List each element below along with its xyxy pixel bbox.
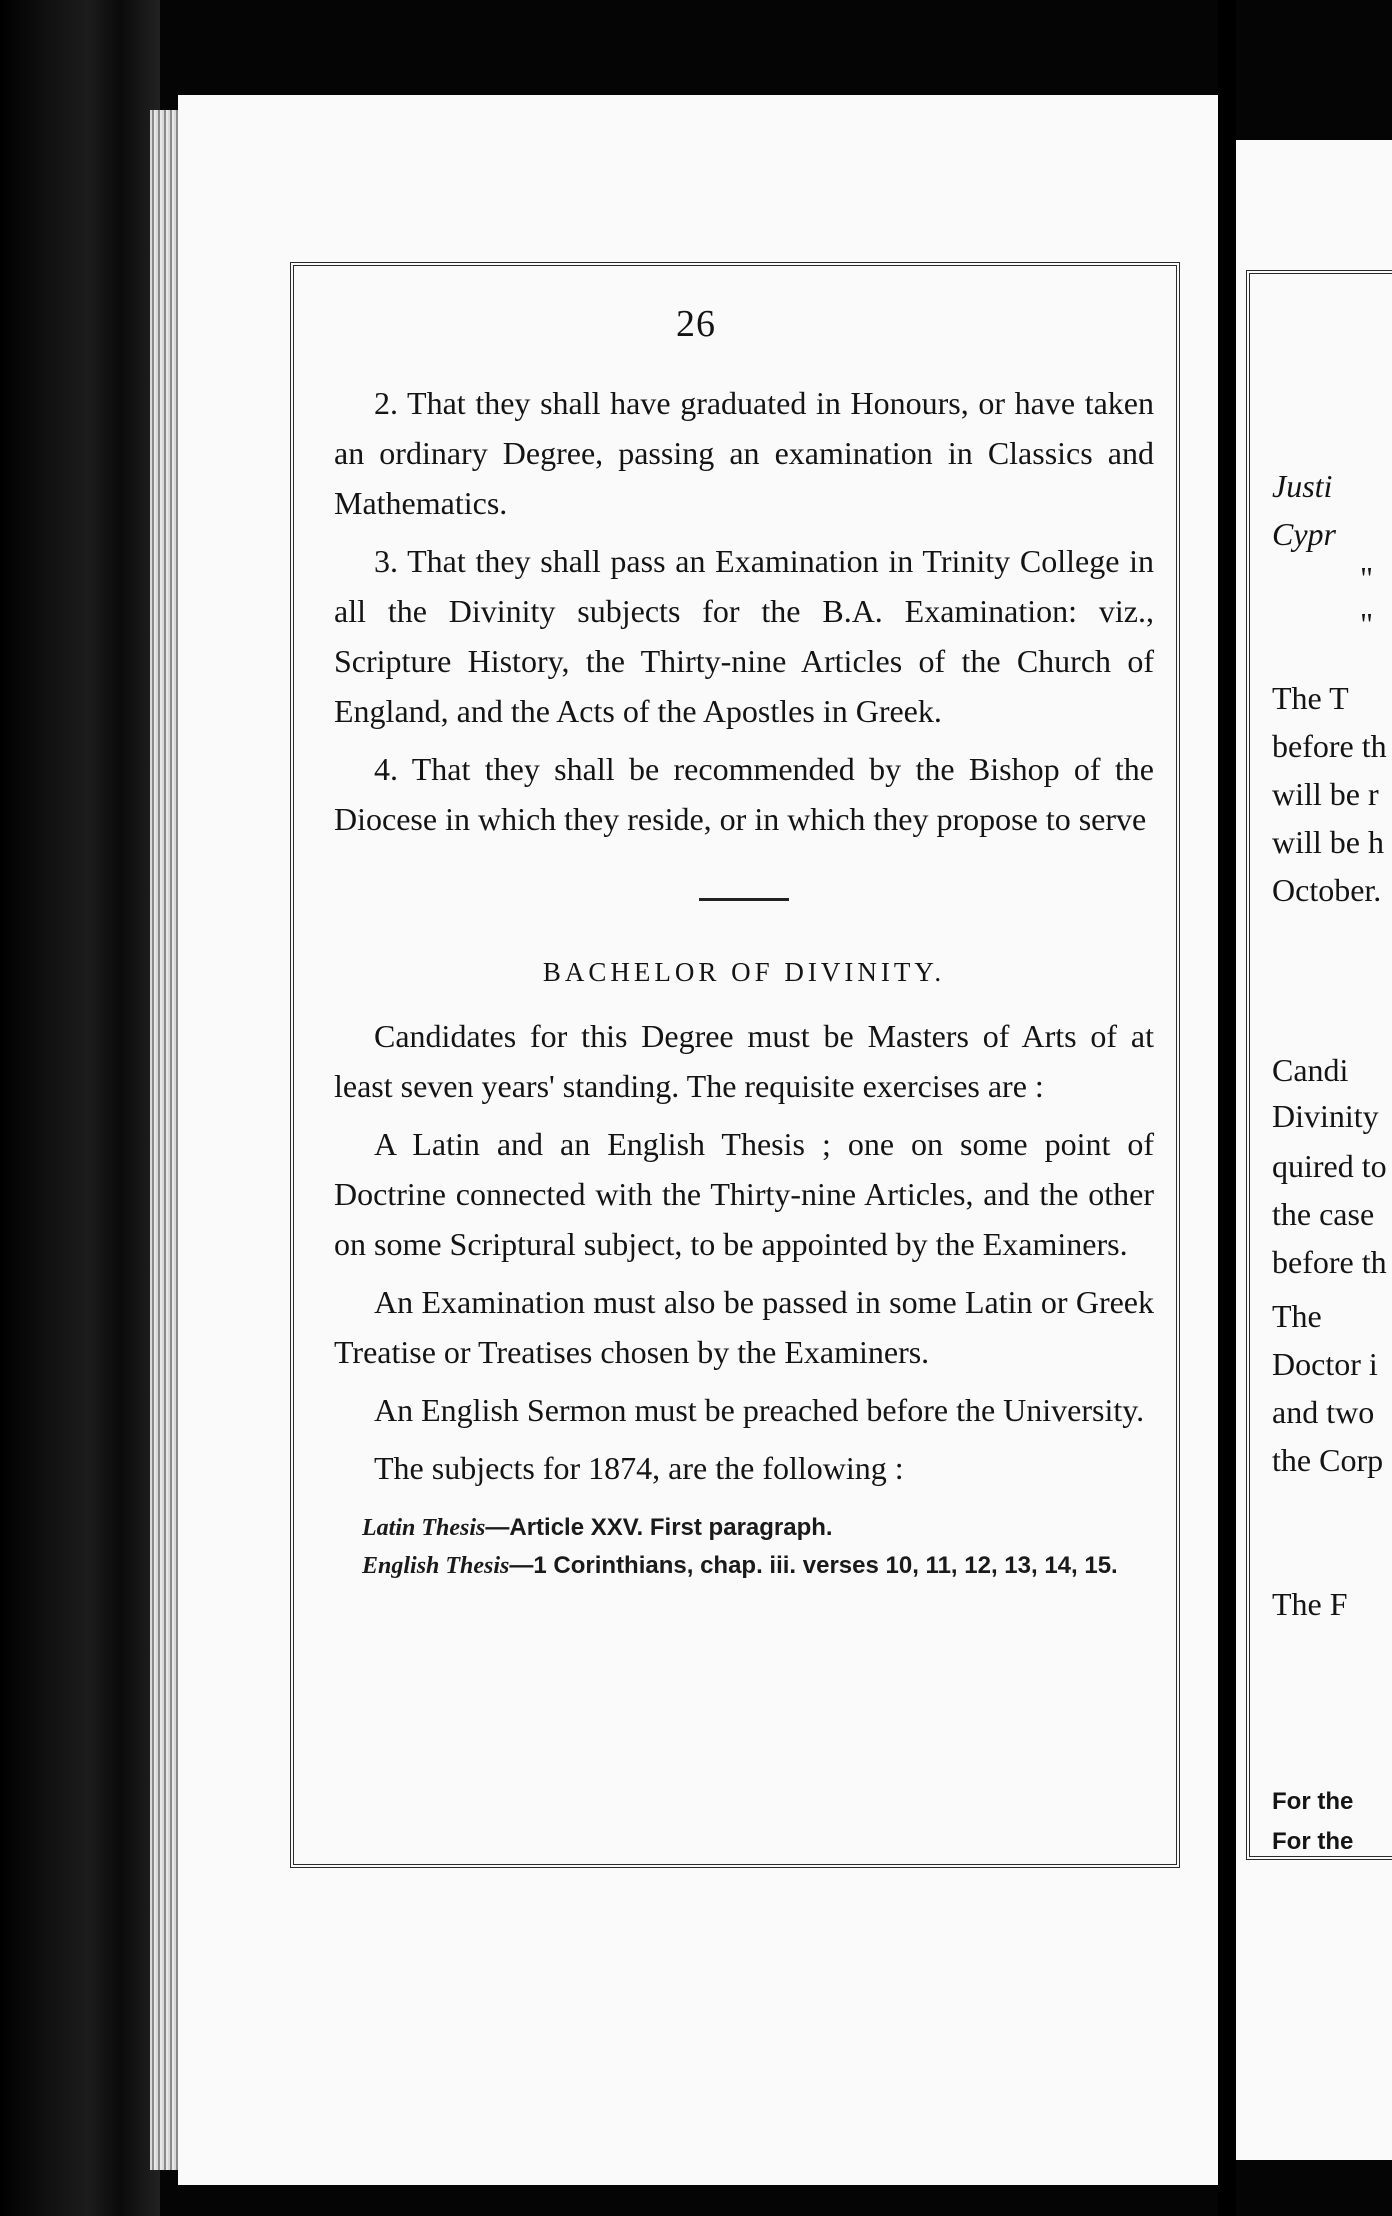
- right-page-fragment: Doctor i: [1272, 1346, 1378, 1382]
- paragraph-thesis: A Latin and an English Thesis ; one on some point of Doctrine connected with the Thirty-nine Articles, and the other on some Scriptural subject, to be appointed by the Examiners.: [334, 1126, 1154, 1262]
- right-page-fragment: The T: [1272, 680, 1349, 716]
- right-page-fragment: The F: [1272, 1586, 1348, 1622]
- right-page-fragment: Cypr: [1272, 516, 1336, 552]
- right-page-fragment: For the: [1272, 1788, 1354, 1815]
- latin-thesis-label: Latin Thesis: [362, 1515, 486, 1541]
- paragraph-condition-3: 3. That they shall pass an Examination in Trinity College in all the Divinity subjects for the B.A. Examination: viz., Scripture History, the Thirty-nine Articles of the Church of England, and the Acts of the Apostles in Greek.: [334, 543, 1154, 729]
- page-number: 26: [676, 303, 716, 345]
- right-page-fragment: before th: [1272, 728, 1387, 764]
- right-page-fragment: Justi: [1272, 468, 1333, 504]
- right-page-fragment: the case: [1272, 1196, 1375, 1232]
- thesis-subjects: [334, 1509, 1154, 1585]
- paragraph-condition-2: 2. That they shall have graduated in Honours, or have taken an ordinary Degree, passing an examination in Classics and Mathematics.: [334, 385, 1154, 521]
- right-page-fragment: and two: [1272, 1394, 1375, 1430]
- right-page-fragment: Divinity: [1272, 1098, 1379, 1134]
- latin-thesis-text: —Article XXV. First paragraph.: [485, 1514, 833, 1541]
- section-heading: BACHELOR OF DIVINITY.: [542, 957, 946, 987]
- right-page-fragment: the Corp: [1272, 1442, 1384, 1478]
- right-page-fragment: ": [1360, 606, 1374, 642]
- right-page-fragment: before th: [1272, 1244, 1387, 1280]
- section-divider: [699, 898, 789, 901]
- right-page-fragment: quired to: [1272, 1148, 1387, 1184]
- right-page-fragment: will be r: [1272, 776, 1379, 812]
- english-thesis-label: English Thesis: [362, 1553, 510, 1579]
- page-body: [334, 378, 1154, 1585]
- paragraph-subjects: The subjects for 1874, are the following :: [374, 1450, 904, 1486]
- right-page-fragment: October.: [1272, 872, 1382, 908]
- right-page-fragment: will be h: [1272, 824, 1384, 860]
- english-thesis-line: [334, 1547, 1154, 1585]
- latin-thesis-line: [334, 1509, 1154, 1547]
- paragraph-condition-4: 4. That they shall be recommended by the Bishop of the Diocese in which they reside, or in which they propose to serve: [334, 751, 1154, 837]
- paragraph-candidates: Candidates for this Degree must be Masters of Arts of at least seven years' standing. The requisite exercises are :: [334, 1018, 1154, 1104]
- page-gutter: [1218, 0, 1236, 2216]
- right-page-fragment: For the: [1272, 1828, 1354, 1855]
- right-page-fragment: The: [1272, 1298, 1322, 1334]
- page-edges: [150, 110, 180, 2170]
- right-page-fragment: Candi: [1272, 1052, 1349, 1088]
- paragraph-examination: An Examination must also be passed in some Latin or Greek Treatise or Treatises chosen by the Examiners.: [334, 1284, 1154, 1370]
- english-thesis-text: —1 Corinthians, chap. iii. verses 10, 11, 12, 13, 14, 15.: [509, 1552, 1118, 1579]
- paragraph-sermon: An English Sermon must be preached before the University.: [374, 1392, 1145, 1428]
- right-page-fragment: ": [1360, 560, 1374, 596]
